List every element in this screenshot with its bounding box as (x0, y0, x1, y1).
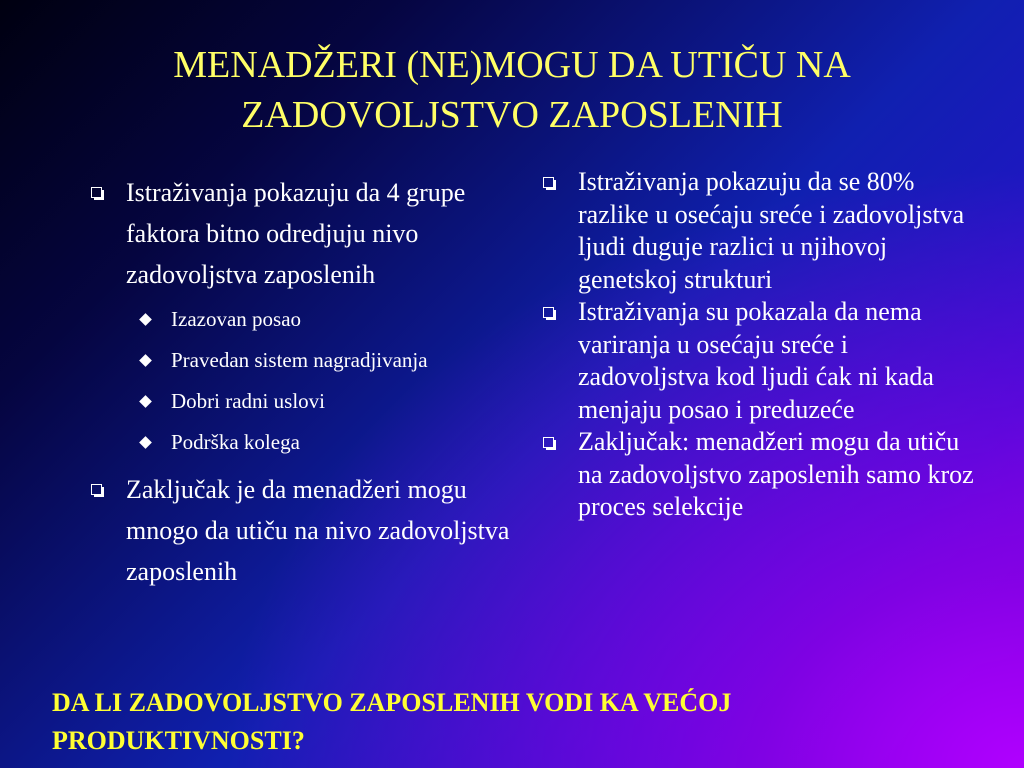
right-bullet-item (540, 166, 980, 296)
box-bullet-icon (543, 177, 554, 188)
left-bullet-text: Zaključak je da menadžeri mogu mnogo da utiču na nivo zadovoljstva zaposlenih (126, 475, 510, 586)
left-bullet-item (88, 469, 518, 592)
title-line-2: ZADOVOLJSTVO ZAPOSLENIH (241, 94, 783, 136)
sub-bullet-item (126, 299, 518, 340)
sub-bullet-item (126, 381, 518, 422)
bottom-line-2: PRODUKTIVNOSTI? (52, 726, 305, 755)
title-line-1: MENADŽERI (NE)MOGU DA UTIČU NA (173, 44, 851, 86)
left-column (88, 172, 518, 592)
right-bullet-text: Istraživanja su pokazala da nema variranja u osećaju sreće i zadovoljstva kod ljudi ćak ni kada menjaju posao i preduzeće (578, 297, 934, 424)
sub-bullet-item (126, 340, 518, 381)
diamond-bullet-icon (139, 436, 152, 449)
box-bullet-icon (543, 437, 554, 448)
right-bullet-item (540, 426, 980, 524)
sub-bullet-text: Dobri radni uslovi (171, 389, 325, 413)
bottom-question (52, 684, 992, 760)
diamond-bullet-icon (139, 354, 152, 367)
right-bullet-text: Istraživanja pokazuju da se 80% razlike u osećaju sreće i zadovoljstva ljudi duguje razlici u njihovoj genetskoj strukturi (578, 167, 965, 294)
sub-bullet-text: Podrška kolega (171, 430, 300, 454)
bottom-line-1: DA LI ZADOVOLJSTVO ZAPOSLENIH VODI KA VEĆOJ (52, 688, 732, 717)
box-bullet-icon (91, 187, 102, 198)
right-bullet-text: Zaključak: menadžeri mogu da utiču na zadovoljstvo zaposlenih samo kroz proces selekcije (578, 427, 974, 521)
right-column (540, 166, 980, 524)
box-bullet-icon (543, 307, 554, 318)
slide-title (40, 40, 984, 140)
left-bullet-item (88, 172, 518, 463)
right-bullet-item (540, 296, 980, 426)
sub-bullet-text: Izazovan posao (171, 307, 302, 331)
factor-sublist (126, 299, 518, 463)
sub-bullet-item (126, 422, 518, 463)
diamond-bullet-icon (139, 313, 152, 326)
left-bullet-text: Istraživanja pokazuju da 4 grupe faktora bitno odredjuju nivo zadovoljstva zaposlenih (126, 178, 466, 289)
diamond-bullet-icon (139, 395, 152, 408)
sub-bullet-text: Pravedan sistem nagradjivanja (171, 348, 428, 372)
box-bullet-icon (91, 484, 102, 495)
